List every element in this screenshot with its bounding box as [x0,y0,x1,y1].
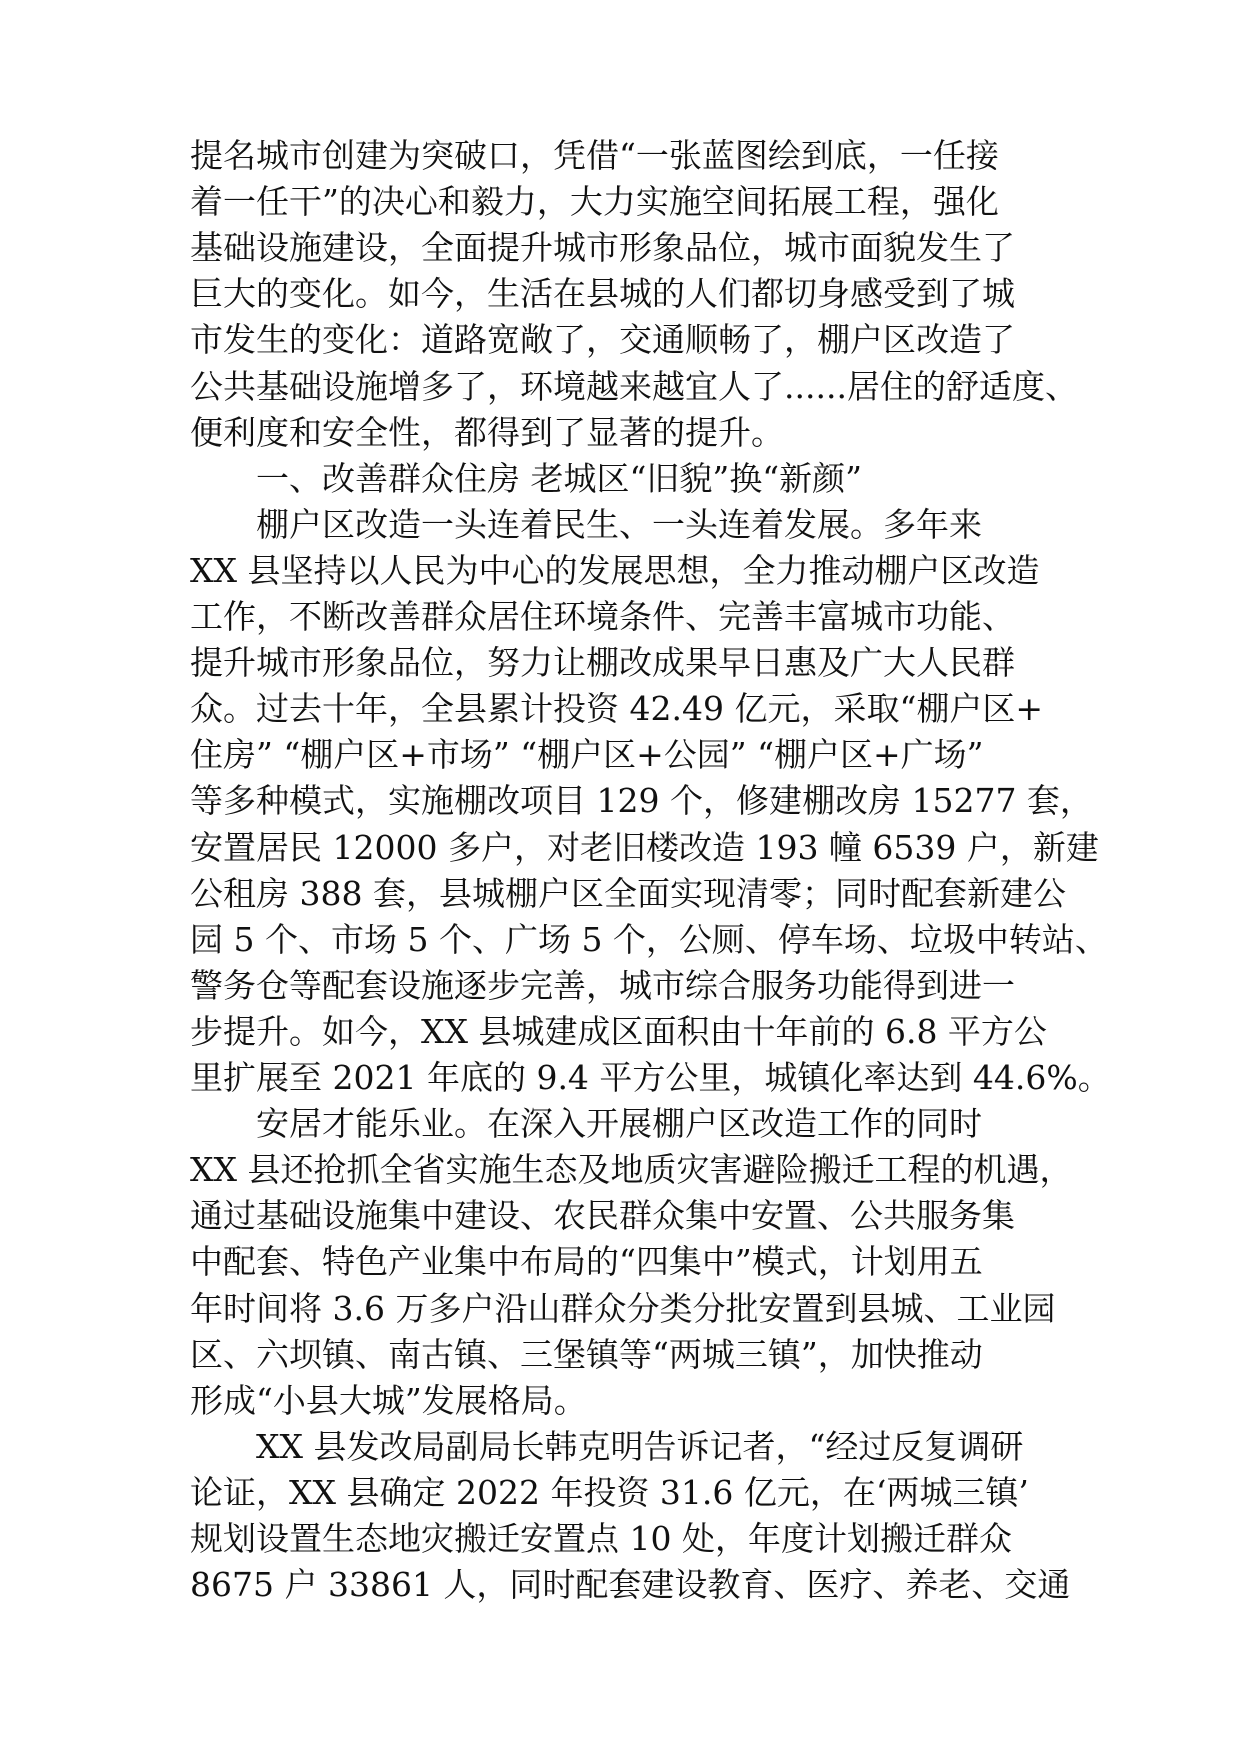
text-line: 等多种模式，实施棚改项目 129 个，修建棚改房 15277 套， [190,781,1093,821]
text-line: 警务仓等配套设施逐步完善，城市综合服务功能得到进一 [190,965,1015,1005]
text-line: 众。过去十年，全县累计投资 42.49 亿元，采取“棚户区+ [190,689,1043,729]
text-line: 棚户区改造一头连着民生、一头连着发展。多年来 [190,504,982,544]
text-line: 住房” “棚户区+市场” “棚户区+公园” “棚户区+广场” [190,735,984,775]
text-line: 一、改善群众住房 老城区“旧貌”换“新颜” [190,458,862,498]
text-line: 8675 户 33861 人，同时配套建设教育、医疗、养老、交通 [190,1565,1071,1605]
text-line: 公共基础设施增多了，环境越来越宜人了......居住的舒适度、 [190,366,1078,406]
text-line: 公租房 388 套，县城棚户区全面实现清零；同时配套新建公 [190,873,1066,913]
text-line: XX 县发改局副局长韩克明告诉记者，“经过反复调研 [190,1426,1024,1466]
text-line: XX 县坚持以人民为中心的发展思想，全力推动棚户区改造 [190,550,1040,590]
text-line: 着一任干”的决心和毅力，大力实施空间拓展工程，强化 [190,182,999,222]
text-line: 安居才能乐业。在深入开展棚户区改造工作的同时 [190,1104,982,1144]
text-line: 步提升。如今，XX 县城建成区面积由十年前的 6.8 平方公 [190,1011,1047,1051]
text-line: 形成“小县大城”发展格局。 [190,1380,587,1420]
text-line: 便利度和安全性，都得到了显著的提升。 [190,412,784,452]
text-line: 区、六坝镇、南古镇、三堡镇等“两城三镇”，加快推动 [190,1334,983,1374]
text-line: 园 5 个、市场 5 个、广场 5 个，公厕、停车场、垃圾中转站、 [190,919,1108,959]
text-line: 提升城市形象品位，努力让棚改成果早日惠及广大人民群 [190,643,1015,683]
text-line: 年时间将 3.6 万多户沿山群众分类分批安置到县城、工业园 [190,1288,1056,1328]
text-line: XX 县还抢抓全省实施生态及地质灾害避险搬迁工程的机遇， [190,1150,1073,1190]
text-line: 通过基础设施集中建设、农民群众集中安置、公共服务集 [190,1196,1015,1236]
text-line: 巨大的变化。如今，生活在县城的人们都切身感受到了城 [190,274,1015,314]
text-line: 规划设置生态地灾搬迁安置点 10 处，年度计划搬迁群众 [190,1519,1012,1558]
text-line: 基础设施建设，全面提升城市形象品位，城市面貌发生了 [190,228,1015,268]
text-line: 安置居民 12000 多户，对老旧楼改造 193 幢 6539 户，新建 [190,827,1099,867]
text-line: 市发生的变化：道路宽敞了，交通顺畅了，棚户区改造了 [190,320,1015,360]
text-line: 中配套、特色产业集中布局的“四集中”模式，计划用五 [190,1242,983,1282]
text-line: 论证，XX 县确定 2022 年投资 31.6 亿元，在‘两城三镇’ [190,1472,1029,1512]
text-line: 里扩展至 2021 年底的 9.4 平方公里，城镇化率达到 44.6%。 [190,1058,1111,1097]
text-line: 提名城市创建为突破口，凭借“一张蓝图绘到底，一任接 [190,136,999,175]
text-line: 工作，不断改善群众居住环境条件、完善丰富城市功能、 [190,597,1015,636]
